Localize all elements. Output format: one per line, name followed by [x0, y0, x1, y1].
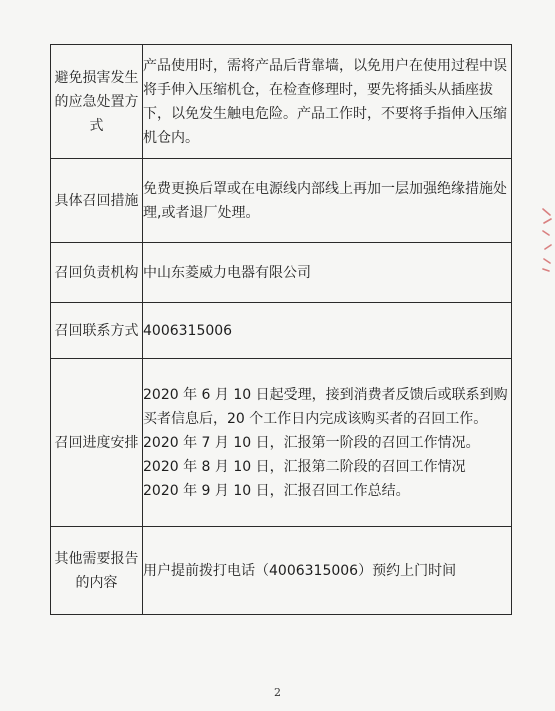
row-label: 其他需要报告的内容 [54, 550, 139, 591]
row-label-cell [51, 359, 143, 527]
content-paragraph: 用户提前拨打电话（4006315006）预约上门时间 [143, 562, 457, 579]
content-paragraph: 中山东菱威力电器有限公司 [143, 264, 311, 281]
row-label-cell [51, 159, 143, 243]
row-label: 召回负责机构 [54, 264, 139, 281]
table-row [51, 45, 512, 159]
row-content-cell [143, 243, 512, 303]
table-row [51, 527, 512, 615]
content-paragraph: 4006315006 [143, 322, 233, 339]
row-label: 召回进度安排 [54, 434, 139, 451]
table-row [51, 243, 512, 303]
recall-info-table [50, 44, 512, 615]
content-paragraph: 2020 年 8 月 10 日，汇报第二阶段的召回工作情况 [143, 458, 466, 475]
row-content-cell [143, 159, 512, 243]
table-row [51, 303, 512, 359]
content-paragraph: 2020 年 9 月 10 日，汇报召回工作总结。 [143, 482, 410, 499]
content-paragraph: 免费更换后罩或在电源线内部线上再加一层加强绝缘措施处理,或者退厂处理。 [143, 180, 507, 221]
content-paragraph: 2020 年 6 月 10 日起受理，接到消费者反馈后或联系到购买者信息后，20 个工作日内完成该购买者的召回工作。 [143, 386, 508, 427]
row-content-cell [143, 45, 512, 159]
row-label: 召回联系方式 [54, 322, 139, 339]
row-label: 避免损害发生的应急处置方式 [54, 69, 139, 134]
row-content-cell [143, 359, 512, 527]
page-number: 2 [274, 686, 281, 699]
row-label-cell [51, 243, 143, 303]
row-content-cell [143, 527, 512, 615]
table-row [51, 359, 512, 527]
row-content-cell [143, 303, 512, 359]
row-label: 具体召回措施 [54, 192, 139, 209]
seal-stamp-edge [541, 205, 553, 275]
row-label-cell [51, 527, 143, 615]
row-label-cell [51, 303, 143, 359]
content-paragraph: 产品使用时，需将产品后背靠墙，以免用户在使用过程中误将手伸入压缩机仓，在检查修理时，要先将插头从插座拔下，以免发生触电危险。产品工作时，不要将手指伸入压缩机仓内。 [143, 57, 507, 146]
row-label-cell [51, 45, 143, 159]
table-row [51, 159, 512, 243]
content-paragraph: 2020 年 7 月 10 日，汇报第一阶段的召回工作情况。 [143, 434, 480, 451]
